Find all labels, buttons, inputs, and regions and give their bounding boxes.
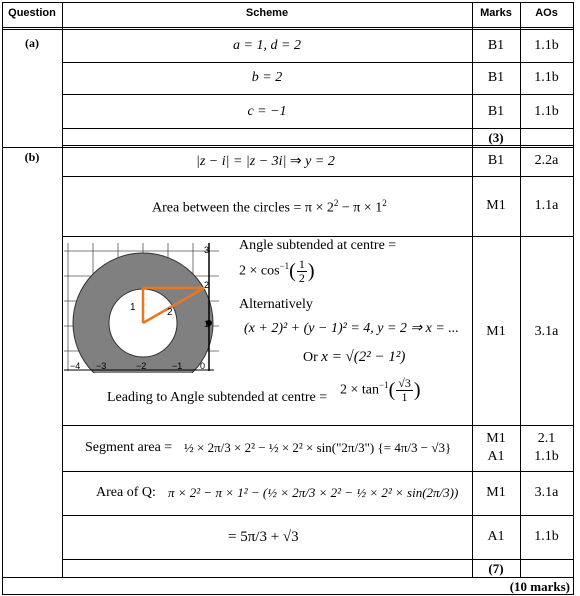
part-a-row1-mark: B1	[487, 38, 505, 53]
tick-y2: 2	[204, 280, 210, 290]
tick-y3: 3	[204, 245, 210, 255]
label-r2: 2	[167, 307, 173, 318]
row1-mark: B1	[487, 153, 505, 168]
tick-x-neg4: −4	[70, 361, 81, 371]
row1-ao: 2.2a	[534, 153, 559, 168]
part-a-label: (a)	[25, 36, 39, 50]
part-a-row2-scheme: b = 2	[251, 70, 283, 85]
tick-x-neg1: −1	[172, 361, 183, 371]
header-aos: AOs	[535, 7, 558, 19]
row6-mark: A1	[487, 529, 505, 544]
row4-ao-1: 2.1	[537, 431, 556, 446]
label-r1: 1	[130, 302, 136, 313]
part-a-row3-mark: B1	[487, 104, 505, 119]
tan-expression: $2 \times \tan^{-1}$( $\frac{√3}{1}$ )	[340, 376, 421, 404]
part-a-row2-ao: 1.1b	[534, 70, 559, 85]
part-a-row3-ao: 1.1b	[534, 104, 559, 119]
row2-ao: 1.1a	[534, 198, 559, 213]
alternatively-label: Alternatively	[239, 297, 313, 312]
segment-area-prefix: Segment area =	[85, 440, 173, 455]
row4-mark-1: M1	[486, 431, 506, 446]
part-b-label: (b)	[24, 150, 40, 164]
area-q-expression: π × 2² − π × 1² − (½ × 2π/3 × 2² − ½ × 2² × sin(2π/3))	[168, 485, 459, 500]
row3-ao: 3.1a	[534, 324, 559, 339]
area-q-prefix: Area of Q:	[96, 485, 156, 500]
final-answer: = 5π/3 + √3	[228, 529, 299, 545]
tick-x-neg3: −3	[96, 361, 107, 371]
circle-equation: (x + 2)² + (y − 1)² = 4, y = 2 ⇒ x = ...	[244, 321, 459, 336]
part-a-row3-scheme: c = −1	[247, 104, 287, 119]
segment-area-expression: ½ × 2π/3 × 2² − ½ × 2² × sin("2π/3") {= 4π/3 − √3}	[184, 440, 452, 455]
total-marks: (10 marks)	[509, 579, 570, 594]
header-question: Question	[8, 7, 56, 19]
leading-label: Leading to Angle subtended at centre =	[107, 390, 328, 405]
row6-ao: 1.1b	[534, 529, 559, 544]
tick-y1: 1	[204, 319, 210, 329]
row5-mark: M1	[486, 485, 506, 500]
part-a-row1-scheme: a = 1, d = 2	[233, 38, 301, 53]
row3-mark: M1	[486, 324, 506, 339]
header-scheme: Scheme	[245, 7, 289, 19]
row4-mark-2: A1	[487, 449, 505, 464]
locus-equation: |z − i| = |z − 3i| ⇒ y = 2	[196, 154, 335, 169]
row4-ao-2: 1.1b	[534, 449, 559, 464]
part-b-subtotal: (7)	[488, 561, 504, 576]
tick-x-0: 0	[200, 361, 206, 371]
tick-x-neg2: −2	[136, 361, 147, 371]
row5-ao: 3.1a	[534, 485, 559, 500]
annulus-diagram	[64, 243, 224, 373]
header-marks: Marks	[480, 7, 512, 19]
cos-expression: $2 \times \cos^{-1}$( $\frac{1}{2}$ )	[239, 257, 315, 285]
part-a-subtotal: (3)	[488, 130, 504, 145]
row2-mark: M1	[486, 198, 506, 213]
part-a-row1-ao: 1.1b	[534, 38, 559, 53]
part-a-row2-mark: B1	[487, 70, 505, 85]
angle-label: Angle subtended at centre =	[239, 238, 397, 253]
area-between-circles: Area between the circles = $\pi \times 2^2 - \pi \times 1^2$	[152, 198, 387, 216]
x-equation: Or x = √(2² − 1²)	[303, 349, 406, 365]
